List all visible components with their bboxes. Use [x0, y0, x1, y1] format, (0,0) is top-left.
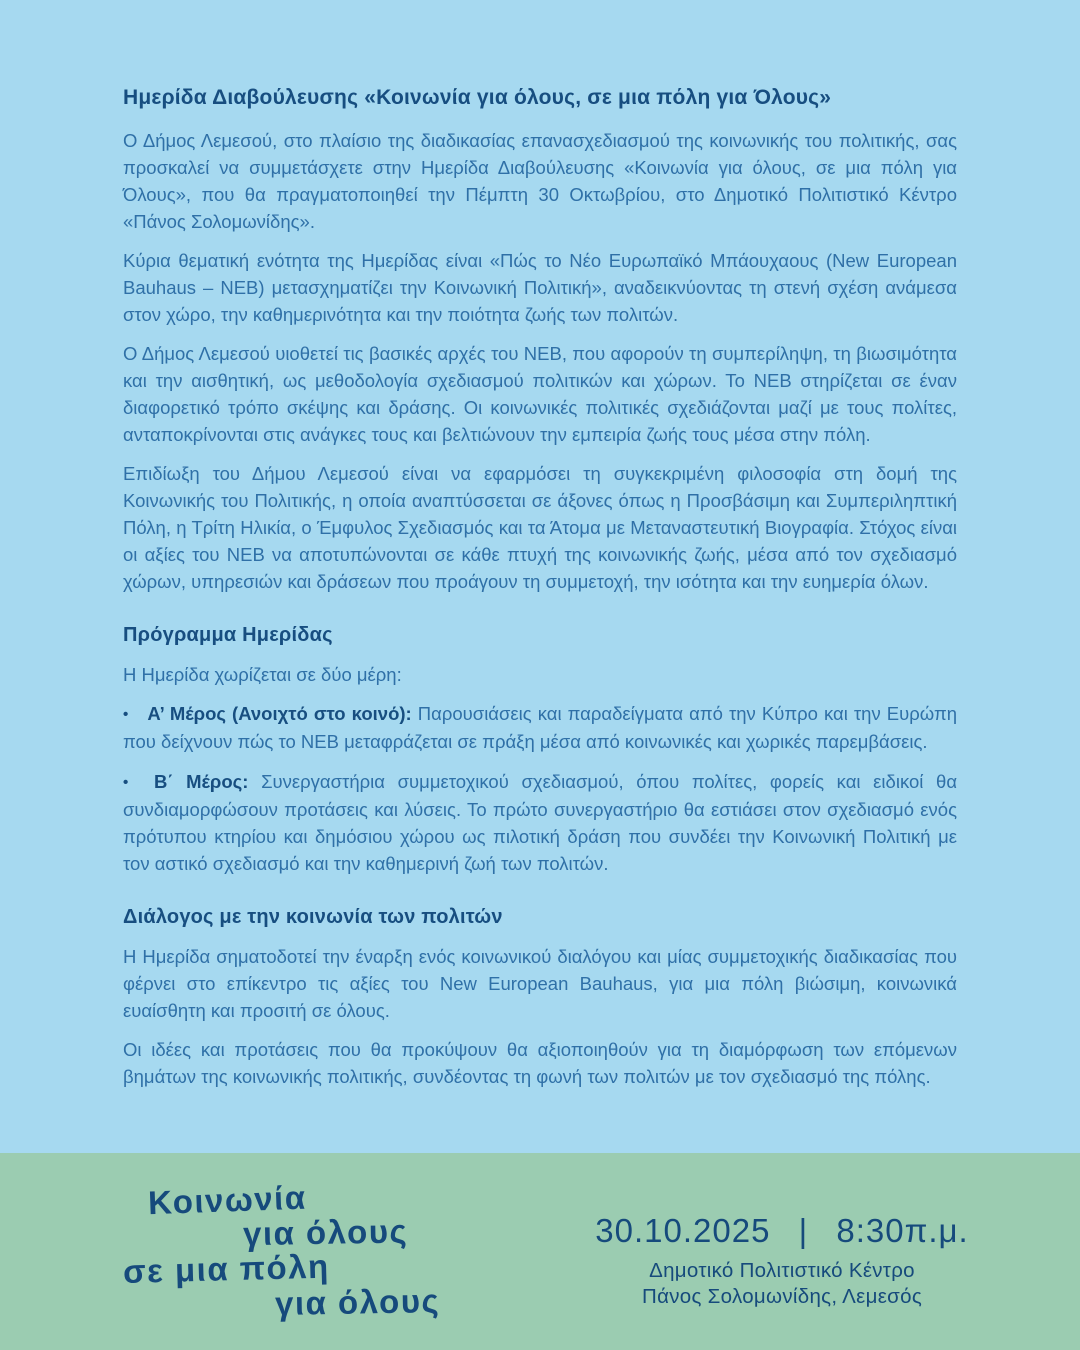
program-item-b [123, 768, 957, 877]
event-info [562, 1213, 1002, 1310]
program-item-b-lead: Β΄ Μέρος: [153, 771, 249, 792]
dialogue-section-heading: Διάλογος με την κοινωνία των πολιτών [123, 906, 503, 928]
flyer-text-area [123, 84, 957, 1102]
venue-location: Πάνος Σολομωνίδης, Λεμεσός [642, 1285, 922, 1308]
event-venue [562, 1258, 1002, 1310]
dialogue-paragraph-2: Οι ιδέες και προτάσεις που θα προκύψουν θα αξιοποιηθούν για τη διαμόρφωση των επόμενων βημάτων της κοινωνικής πολιτικής, συνδέοντας τη φωνή των πολιτών με τον σχεδιασμό της πόλης. [123, 1039, 957, 1087]
event-datetime [562, 1213, 1002, 1249]
program-section-heading: Πρόγραμμα Ημερίδας [123, 624, 333, 646]
logo-line-2: για όλους [242, 1212, 409, 1253]
program-intro: Η Ημερίδα χωρίζεται σε δύο μέρη: [123, 664, 402, 685]
bullet-icon: • [123, 774, 129, 791]
logo-line-3: σε μια πόλη [122, 1247, 331, 1290]
venue-name: Δημοτικό Πολιτιστικό Κέντρο [649, 1259, 915, 1282]
document-title: Ημερίδα Διαβούλευσης «Κοινωνία για όλους, σε μια πόλη για Όλους» [123, 86, 832, 109]
bullet-icon: • [123, 706, 129, 723]
footer-band [0, 1153, 1080, 1350]
dialogue-paragraph-1: Η Ημερίδα σηματοδοτεί την έναρξη ενός κοινωνικού διαλόγου και μίας συμμετοχικής διαδικασίας που φέρνει στο επίκεντρο τις αξίες του New European Bauhaus, για μια πόλη βιώσιμη, κοινωνικά ευαίσθητη και προσιτή σε όλους. [123, 946, 957, 1021]
event-date: 30.10.2025 [595, 1212, 771, 1249]
intro-paragraph-3: Ο Δήμος Λεμεσού υιοθετεί τις βασικές αρχές του NEB, που αφορούν τη συμπερίληψη, τη βιωσιμότητα και την αισθητική, ως μεθοδολογία σχεδιασμού πολιτικών και χώρων. Το NEB στηρίζεται σε έναν διαφορετικό τρόπο σκέψης και δράσης. Οι κοινωνικές πολιτικές σχεδιάζονται μαζί με τους πολίτες, ανταποκρίνονται στις ανάγκες τους και βελτιώνουν την εμπειρία ζωής τους μέσα στην πόλη. [123, 343, 957, 445]
intro-paragraph-1: Ο Δήμος Λεμεσού, στο πλαίσιο της διαδικασίας επανασχεδιασμού της κοινωνικής του πολιτικής, σας προσκαλεί να συμμετάσχετε στην Ημερίδα Διαβούλευσης «Κοινωνία για όλους, σε μια πόλη για Όλους», που θα πραγματοποιηθεί την Πέμπτη 30 Οκτωβρίου, στο Δημοτικό Πολιτιστικό Κέντρο «Πάνος Σολομωνίδης». [123, 130, 957, 232]
datetime-separator: | [798, 1212, 809, 1249]
program-item-a-text: Παρουσιάσεις και παραδείγματα από την Κύπρο και την Ευρώπη που δείχνουν πώς το NEB μεταφράζεται σε πράξη μέσα από κοινωνικές και χωρικές παρεμβάσεις. [123, 703, 958, 752]
program-item-a [123, 700, 957, 755]
logo-line-4: για όλους [274, 1282, 441, 1322]
program-item-a-lead: Α’ Μέρος (Ανοιχτό στο κοινό): [147, 703, 412, 724]
program-item-b-text: Συνεργαστήρια συμμετοχικού σχεδιασμού, όπου πολίτες, φορείς και ειδικοί θα συνδιαμορφώσουν προτάσεις και λύσεις. Το πρώτο συνεργαστήριο θα εστιάσει στον σχεδιασμό ενός πρότυπου κτηρίου και δημόσιου χώρου ως πιλοτική δράση που συνδέει την Κοινωνική Πολιτική με τον αστικό σχεδιασμό και την καθημερινή ζωή των πολιτών. [123, 771, 958, 874]
event-time: 8:30π.μ. [836, 1212, 969, 1249]
logo-line-1: Κοινωνία [147, 1178, 308, 1222]
intro-paragraph-2: Κύρια θεματική ενότητα της Ημερίδας είναι «Πώς το Νέο Ευρωπαϊκό Μπάουχαους (New European Bauhaus – NEB) μετασχηματίζει την Κοινωνική Πολιτική», αναδεικνύοντας τη στενή σχέση ανάμεσα στον χώρο, την καθημερινότητα και την ποιότητα ζωής των πολιτών. [123, 250, 957, 325]
event-wordmark-logo [122, 1178, 503, 1322]
intro-paragraph-4: Επιδίωξη του Δήμου Λεμεσού είναι να εφαρμόσει τη συγκεκριμένη φιλοσοφία στη δομή της Κοινωνικής του Πολιτικής, η οποία αναπτύσσεται σε άξονες όπως η Προσβάσιμη και Συμπεριληπτική Πόλη, η Τρίτη Ηλικία, ο Έμφυλος Σχεδιασμός και τα Άτομα με Μεταναστευτική Βιογραφία. Στόχος είναι οι αξίες του NEB να αποτυπώνονται σε κάθε πτυχή της κοινωνικής ζωής, μέσα από τον σχεδιασμό χώρων, υπηρεσιών και δράσεων που προάγουν τη συμμετοχή, την ισότητα και την ευημερία όλων. [123, 463, 957, 592]
